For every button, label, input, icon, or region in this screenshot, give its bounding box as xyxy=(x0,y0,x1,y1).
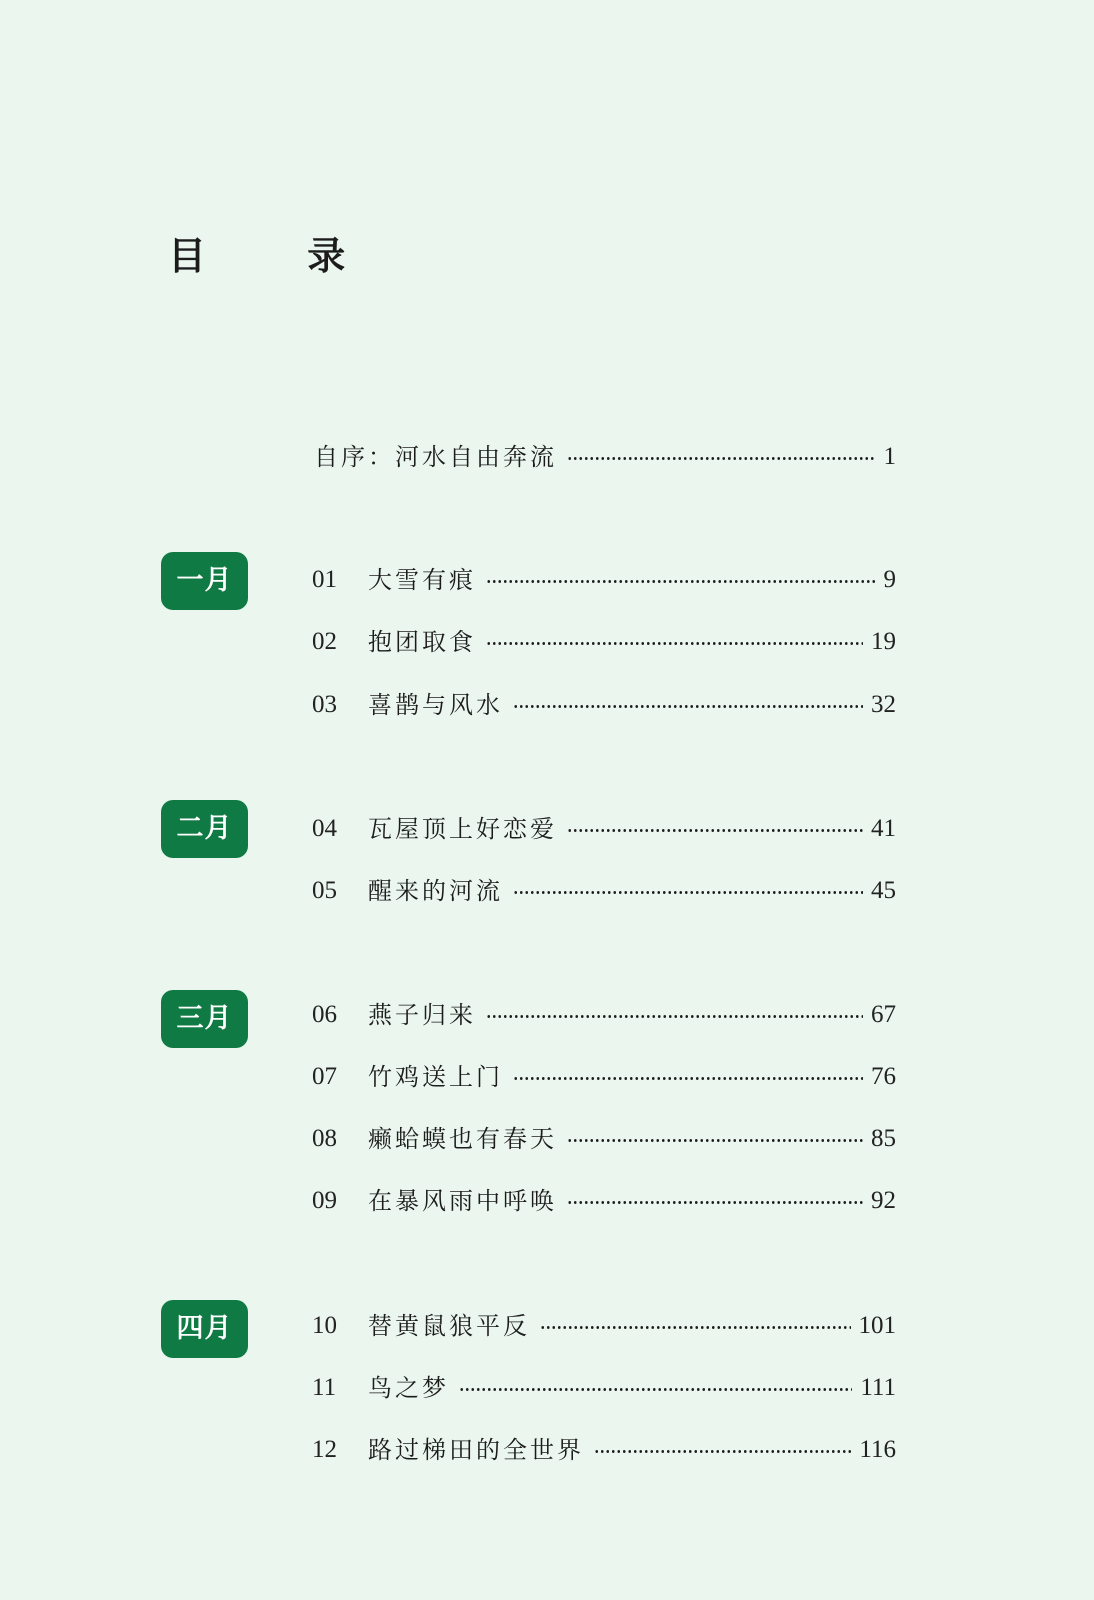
toc-entry-page: 111 xyxy=(860,1374,896,1401)
toc-entry[interactable] xyxy=(312,622,896,662)
dot-leader xyxy=(486,1015,863,1018)
toc-entry[interactable] xyxy=(312,1430,896,1470)
toc-entry-number: 01 xyxy=(312,566,337,593)
toc-entry[interactable] xyxy=(312,1368,896,1408)
dot-leader xyxy=(513,891,863,894)
toc-entry-number: 06 xyxy=(312,1001,337,1028)
page-title: 目 录 xyxy=(168,233,390,278)
toc-entry-number: 02 xyxy=(312,628,337,655)
dot-leader xyxy=(486,642,863,645)
toc-entry-page: 76 xyxy=(871,1063,896,1090)
toc-entry-page: 1 xyxy=(883,443,896,470)
toc-entry-page: 116 xyxy=(859,1436,896,1463)
toc-entry-number: 12 xyxy=(312,1436,337,1463)
dot-leader xyxy=(513,1077,863,1080)
toc-entry-title: 燕子归来 xyxy=(368,1001,476,1029)
toc-entry-page: 67 xyxy=(871,1001,896,1028)
toc-entry-title: 抱团取食 xyxy=(368,628,476,656)
toc-entry[interactable] xyxy=(312,560,896,600)
dot-leader xyxy=(594,1450,851,1453)
toc-entry-page: 92 xyxy=(871,1187,896,1214)
toc-entry-title: 瓦屋顶上好恋爱 xyxy=(368,815,557,843)
toc-entry-number: 08 xyxy=(312,1125,337,1152)
toc-entry-page: 45 xyxy=(871,877,896,904)
toc-entry-page: 85 xyxy=(871,1125,896,1152)
dot-leader xyxy=(567,457,876,460)
dot-leader xyxy=(513,705,863,708)
toc-entry-title: 自序：河水自由奔流 xyxy=(314,443,557,471)
dot-leader xyxy=(567,1139,863,1142)
toc-entry-number: 11 xyxy=(312,1374,337,1401)
dot-leader xyxy=(459,1388,852,1391)
toc-entry-title: 醒来的河流 xyxy=(368,877,503,905)
toc-entry[interactable] xyxy=(312,1119,896,1159)
toc-entry-page: 101 xyxy=(858,1312,896,1339)
toc-entry-preface[interactable] xyxy=(314,437,896,477)
toc-entry-title: 喜鹊与风水 xyxy=(368,691,503,719)
toc-entry-number: 09 xyxy=(312,1187,337,1214)
toc-entry-number: 07 xyxy=(312,1063,337,1090)
toc-entry-title: 竹鸡送上门 xyxy=(368,1063,503,1091)
toc-entry-title: 癞蛤蟆也有春天 xyxy=(368,1125,557,1153)
toc-entry-page: 41 xyxy=(871,815,896,842)
toc-entry[interactable] xyxy=(312,871,896,911)
toc-entry[interactable] xyxy=(312,995,896,1035)
toc-entry-title: 在暴风雨中呼唤 xyxy=(368,1187,557,1215)
toc-entry-number: 05 xyxy=(312,877,337,904)
toc-entry-title: 替黄鼠狼平反 xyxy=(368,1312,530,1340)
toc-entry[interactable] xyxy=(312,685,896,725)
toc-entry[interactable] xyxy=(312,1181,896,1221)
toc-entry[interactable] xyxy=(312,809,896,849)
month-badge-march: 三月 xyxy=(161,990,248,1048)
toc-entry[interactable] xyxy=(312,1057,896,1097)
toc-entry-title: 路过梯田的全世界 xyxy=(368,1436,584,1464)
toc-entry-page: 19 xyxy=(871,628,896,655)
toc-entry-title: 大雪有痕 xyxy=(368,566,476,594)
month-badge-february: 二月 xyxy=(161,800,248,858)
toc-entry[interactable] xyxy=(312,1306,896,1346)
dot-leader xyxy=(567,829,863,832)
dot-leader xyxy=(486,580,876,583)
toc-entry-page: 9 xyxy=(883,566,896,593)
month-badge-april: 四月 xyxy=(161,1300,248,1358)
dot-leader xyxy=(567,1201,863,1204)
month-badge-january: 一月 xyxy=(161,552,248,610)
toc-entry-number: 04 xyxy=(312,815,337,842)
toc-entry-page: 32 xyxy=(871,691,896,718)
toc-entry-number: 10 xyxy=(312,1312,337,1339)
toc-entry-number: 03 xyxy=(312,691,337,718)
toc-entry-title: 鸟之梦 xyxy=(368,1374,449,1402)
dot-leader xyxy=(540,1326,851,1329)
